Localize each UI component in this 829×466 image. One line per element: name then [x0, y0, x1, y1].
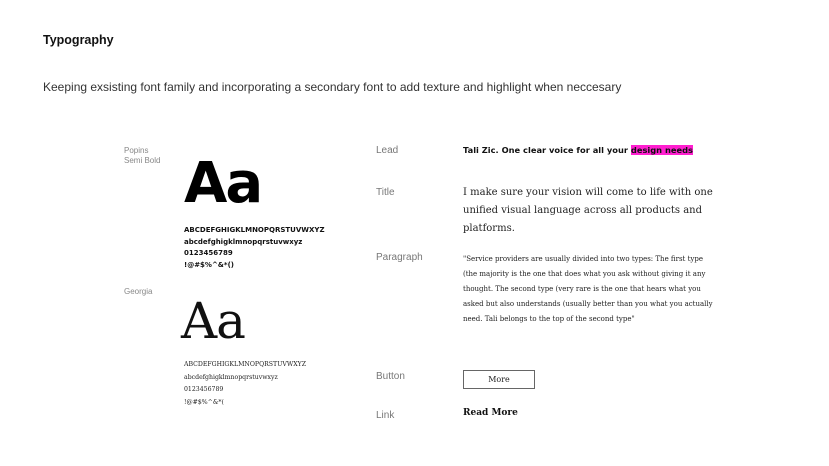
primary-uppercase: ABCDEFGHIGKLMNOPQRSTUVWXYZ: [184, 226, 325, 234]
secondary-font-name: Georgia: [124, 287, 153, 296]
primary-font-name-line2: Semi Bold: [124, 156, 161, 165]
read-more-link[interactable]: Read More: [463, 408, 518, 418]
secondary-digits: 0123456789: [184, 386, 224, 393]
title-label: Title: [376, 187, 395, 198]
button-label: Button: [376, 371, 405, 382]
secondary-font-specimen: Aa: [181, 292, 245, 350]
primary-digits: 0123456789: [184, 249, 233, 257]
primary-font-charset: [184, 225, 325, 271]
lead-example-text: Tali Zic. One clear voice for all your: [463, 145, 631, 155]
title-example: I make sure your vision will come to life with one unified visual language across all products and platforms.: [463, 187, 713, 234]
lead-example: [463, 145, 693, 155]
lead-highlight: design needs: [630, 145, 693, 155]
primary-font-name: [124, 146, 160, 166]
secondary-symbols: !@#$%^&*(: [184, 398, 224, 406]
more-button[interactable]: More: [463, 370, 535, 389]
lead-label: Lead: [376, 145, 399, 156]
secondary-font-charset: [184, 359, 306, 409]
paragraph-label: Paragraph: [376, 252, 423, 263]
primary-font-specimen: Aa: [184, 151, 262, 216]
link-label: Link: [376, 410, 395, 421]
paragraph-example: "Service providers are usually divided into two types: The first type (the majority is the one that does what you ask without giving it any thought. The second type (very rare is the one that hears what you asked but also understands (usually better than you what you actually need. Tali belongs to the top of the second type": [463, 255, 713, 323]
secondary-lowercase: abcdefghigklmnopqrstuvwxyz: [184, 373, 278, 381]
page-title: Typography: [43, 33, 114, 47]
primary-lowercase: abcdefghigklmnopqrstuvwxyz: [184, 237, 303, 246]
primary-font-name-line1: Popins: [124, 146, 149, 155]
secondary-uppercase: ABCDEFGHIGKLMNOPQRSTUVWXYZ: [184, 361, 307, 368]
primary-symbols: !@#$%^&*(): [184, 260, 234, 269]
intro-text: Keeping exsisting font family and incorporating a secondary font to add texture and highlight when neccesary: [43, 80, 622, 94]
